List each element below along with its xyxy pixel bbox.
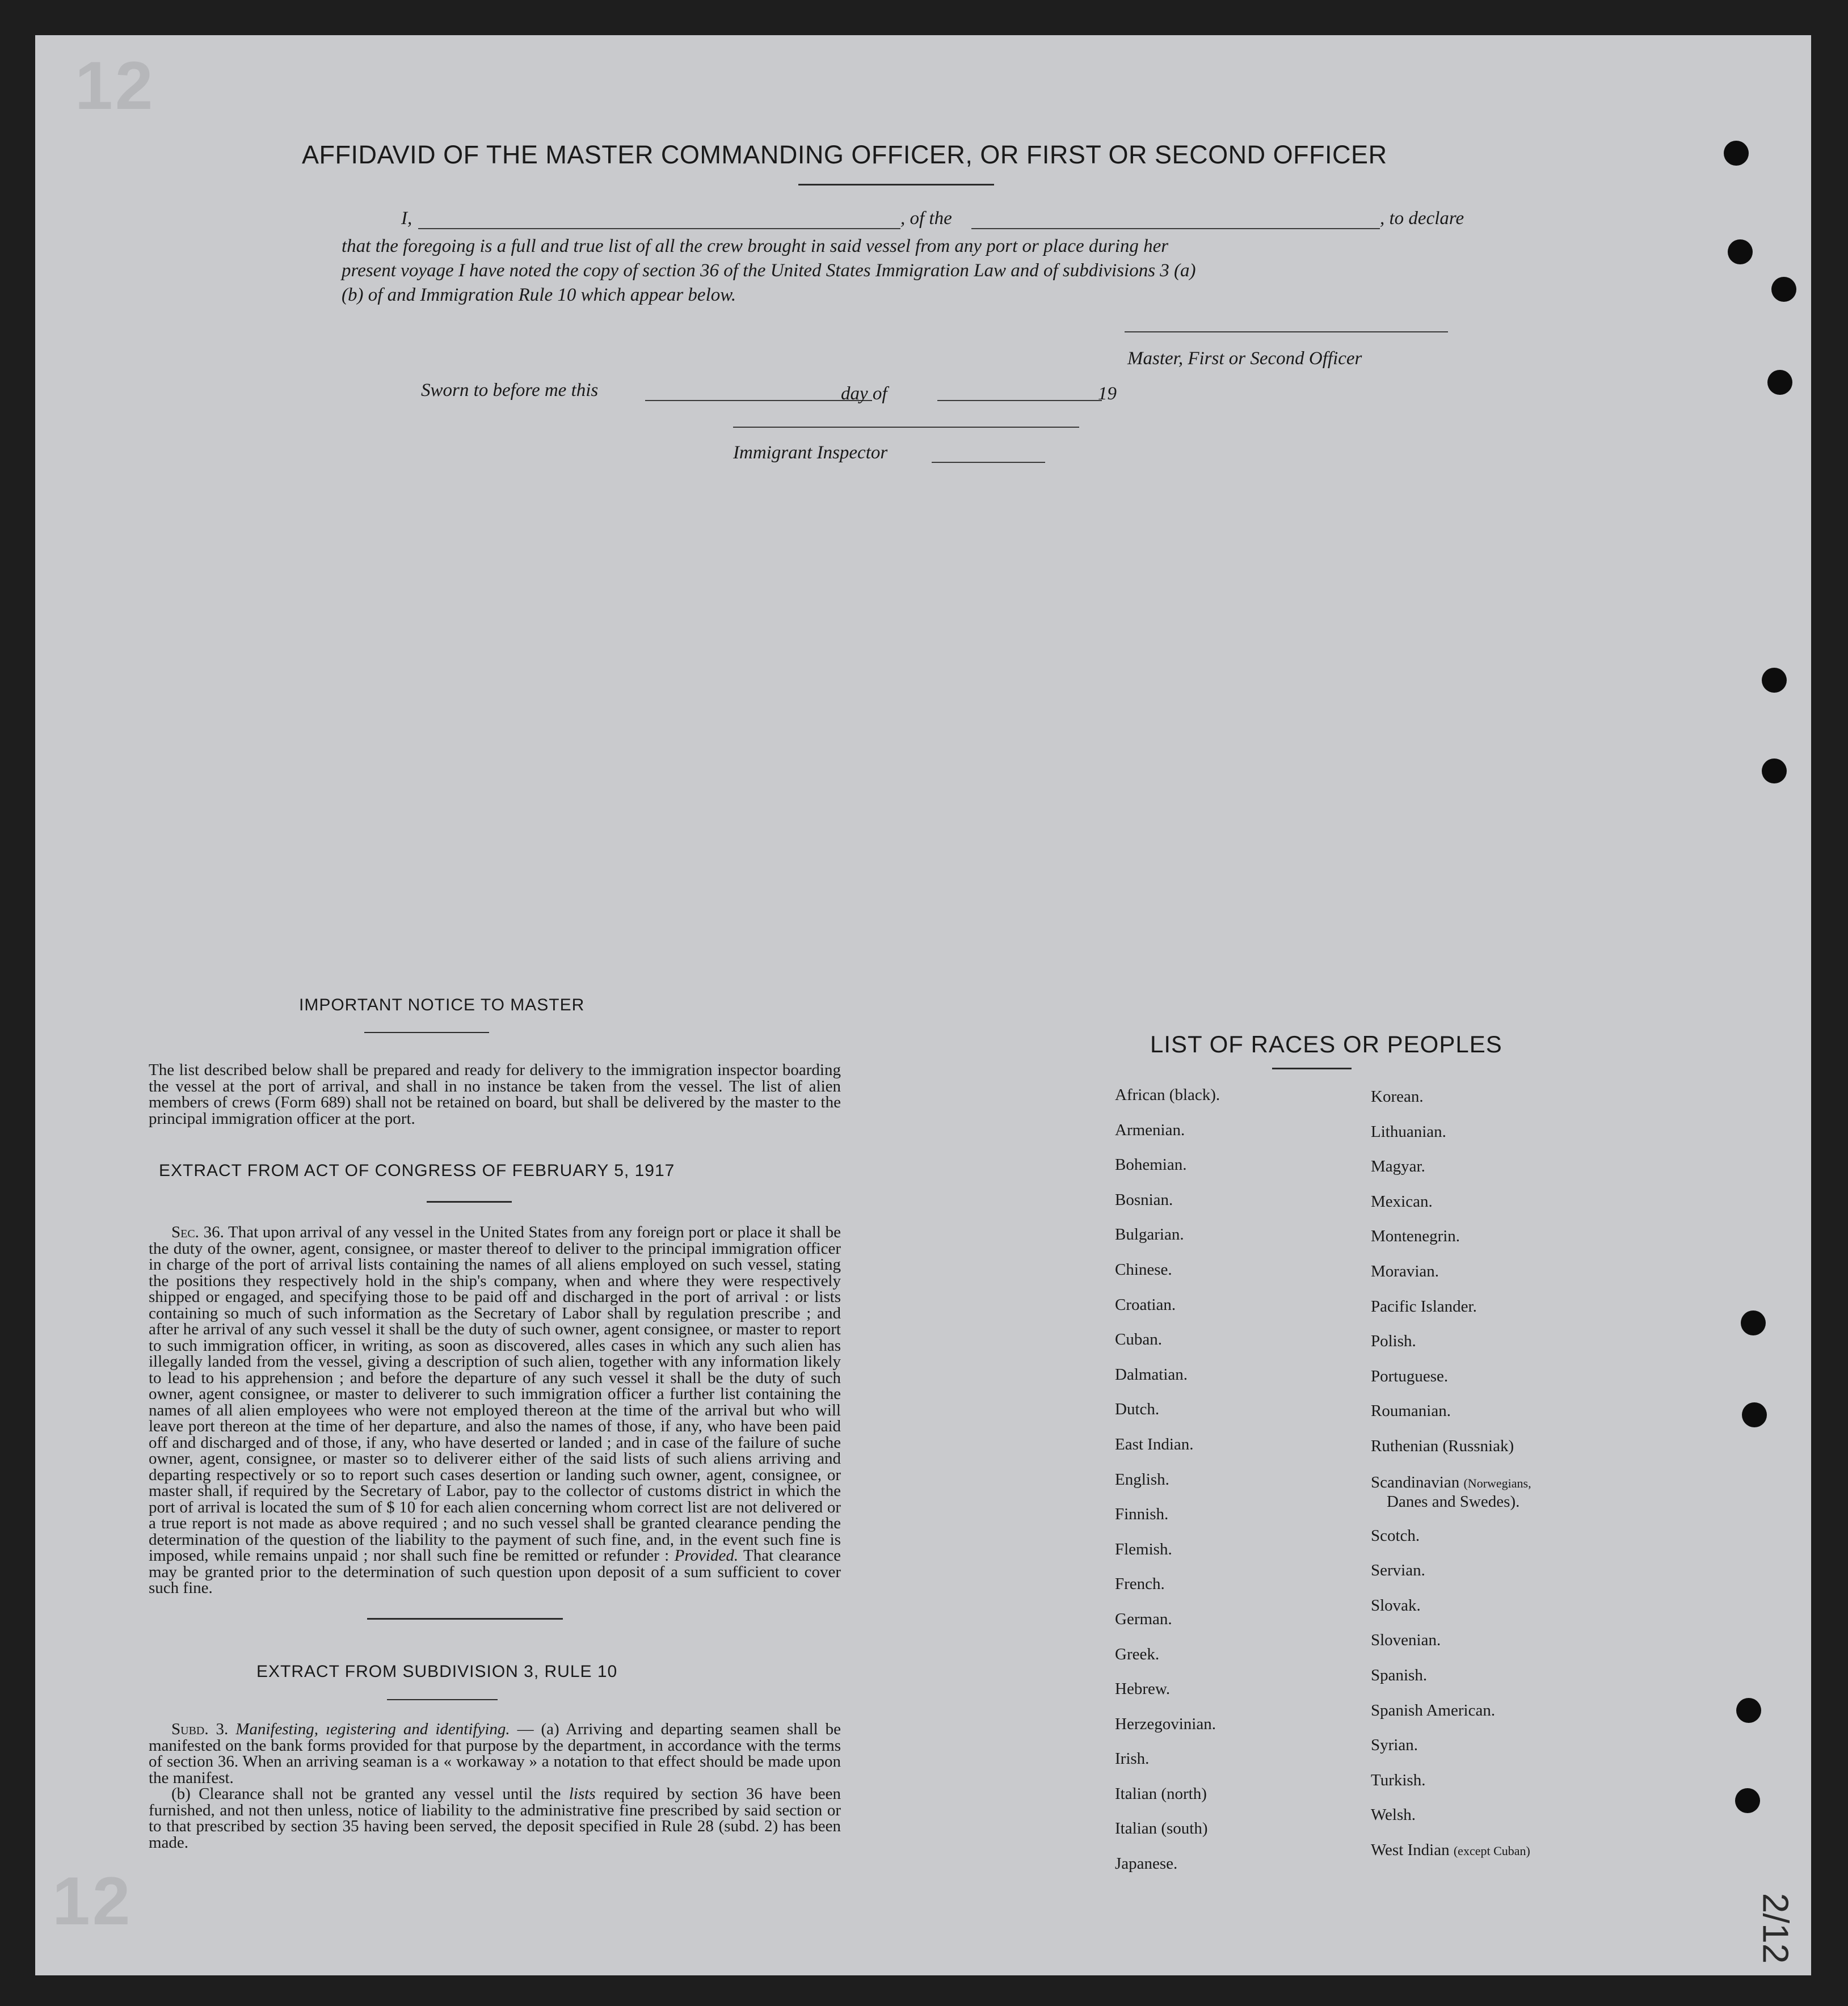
races-underline xyxy=(1272,1068,1352,1069)
notice-text: The list described below shall be prepared and ready for delivery to the immigration inspector boarding the vessel at the port of arrival, and shall in no instance be taken from the vessel. The list of alien members of crews (Form 689) shall not be retained on board, but shall be delivered by the master to the principal immigration officer at the port. xyxy=(149,1061,841,1128)
race-item: Italian (north) xyxy=(1115,1784,1207,1803)
race-west-indian-note: (except Cuban) xyxy=(1453,1843,1530,1858)
rule-underline xyxy=(387,1699,498,1700)
sworn-text: Sworn to before me this xyxy=(421,380,599,401)
notice-underline xyxy=(364,1032,489,1033)
race-item: Scotch. xyxy=(1371,1526,1420,1545)
punch-hole xyxy=(1728,239,1753,264)
race-item: Cuban. xyxy=(1115,1330,1162,1349)
punch-hole xyxy=(1736,1698,1761,1723)
race-item-scandinavian xyxy=(1371,1472,1531,1527)
act-underline xyxy=(427,1201,512,1203)
race-item: Bosnian. xyxy=(1115,1190,1173,1209)
race-item: German. xyxy=(1115,1609,1172,1628)
rule-text-b: (b) Clearance shall not be granted any vessel until the xyxy=(171,1785,561,1803)
race-item: East Indian. xyxy=(1115,1435,1194,1453)
sworn-day-of: day of xyxy=(841,384,887,404)
race-item: Flemish. xyxy=(1115,1540,1172,1558)
act-provided: Provided. xyxy=(674,1546,739,1565)
race-scandinavian-line2: Danes and Swedes). xyxy=(1387,1492,1520,1511)
punch-hole xyxy=(1762,758,1787,783)
race-item: Roumanian. xyxy=(1371,1402,1451,1421)
race-item: Irish. xyxy=(1115,1750,1150,1768)
race-item: Bohemian. xyxy=(1115,1156,1187,1174)
race-item: Dutch. xyxy=(1115,1400,1160,1419)
race-item: Magyar. xyxy=(1371,1157,1425,1176)
sworn-year: 19 xyxy=(1098,384,1117,404)
race-item: Lithuanian. xyxy=(1371,1122,1446,1141)
title-underline xyxy=(798,184,994,186)
race-item: French. xyxy=(1115,1575,1165,1594)
rule-text-a: — (a) Arriving and departing seamen shall be manifested on the bank forms provided for that purpose by the department, in accordance with the terms of section 36. When an arriving seaman is a « workaway » a notation to that effect should be made upon the manifest. xyxy=(149,1720,841,1787)
race-item: Slovak. xyxy=(1371,1596,1421,1615)
race-item: Slovenian. xyxy=(1371,1631,1441,1650)
race-item: Greek. xyxy=(1115,1645,1160,1663)
act-heading: EXTRACT FROM ACT OF CONGRESS OF FEBRUARY 5, 1917 xyxy=(159,1161,675,1180)
race-item: Croatian. xyxy=(1115,1295,1176,1314)
handwritten-note: 2/12 xyxy=(1755,1893,1796,1964)
race-item: Bulgarian. xyxy=(1115,1225,1184,1244)
rule-text-b-end: required by section 36 have been furnished, and not then unless, notice of liability to the administrative fine prescribed by said section or to that prescribed by section 35 having been served, the deposit specified in Rule 28 (subd. 2) has been made. xyxy=(149,1785,841,1852)
race-item: Armenian. xyxy=(1115,1120,1185,1139)
race-item-west-indian xyxy=(1371,1841,1531,1876)
races-heading: LIST OF RACES OR PEOPLES xyxy=(1150,1031,1502,1057)
race-item: Hebrew. xyxy=(1115,1680,1171,1699)
race-scandinavian-note: (Norwegians, xyxy=(1463,1476,1531,1490)
signature-blank xyxy=(1125,331,1448,332)
rule-lists: lists xyxy=(569,1785,596,1803)
race-item: African (black). xyxy=(1115,1086,1220,1104)
race-item: Servian. xyxy=(1371,1561,1425,1580)
races-left-column xyxy=(1115,1086,1220,1890)
punch-hole xyxy=(1762,668,1787,693)
inspector-blank xyxy=(932,462,1045,463)
race-item: Herzegovinian. xyxy=(1115,1714,1216,1733)
race-item: Spanish American. xyxy=(1371,1701,1496,1720)
race-item: Portuguese. xyxy=(1371,1367,1449,1385)
rule-subd-title: Manifesting, ıegistering and identifying. xyxy=(235,1720,510,1738)
act-section-label: Sec. 36. xyxy=(171,1223,224,1241)
affidavit-I: I, xyxy=(401,208,412,229)
race-item: Mexican. xyxy=(1371,1192,1433,1211)
race-item: Syrian. xyxy=(1371,1736,1418,1755)
punch-hole xyxy=(1771,277,1796,302)
race-west-indian: West Indian xyxy=(1371,1840,1450,1859)
signature-label: Master, First or Second Officer xyxy=(1127,348,1362,369)
punch-hole xyxy=(1724,141,1749,166)
sworn-month-blank xyxy=(937,400,1102,401)
act-text xyxy=(149,1224,841,1596)
punch-hole xyxy=(1767,370,1792,395)
form-page xyxy=(35,35,1811,1975)
race-item: Japanese. xyxy=(1115,1855,1178,1873)
races-right-column xyxy=(1371,1088,1531,1876)
notice-heading: IMPORTANT NOTICE TO MASTER xyxy=(299,996,585,1014)
rule-heading: EXTRACT FROM SUBDIVISION 3, RULE 10 xyxy=(256,1662,618,1681)
inspector-blank-line xyxy=(733,427,1079,428)
affidavit-line-3: present voyage I have noted the copy of section 36 of the United States Immigration Law and of subdivisions 3 (a) xyxy=(342,260,1196,281)
race-scandinavian: Scandinavian xyxy=(1371,1473,1460,1491)
rule-subd-label: Subd. 3. xyxy=(171,1720,229,1738)
race-item: English. xyxy=(1115,1470,1169,1489)
race-item: Montenegrin. xyxy=(1371,1227,1460,1246)
inspector-label: Immigrant Inspector xyxy=(733,442,888,463)
race-item: Pacific Islander. xyxy=(1371,1297,1477,1316)
name-blank xyxy=(418,228,900,229)
race-item: Dalmatian. xyxy=(1115,1365,1188,1384)
rule-text xyxy=(149,1721,841,1851)
affidavit-title: AFFIDAVID OF THE MASTER COMMANDING OFFICER, OR FIRST OR SECOND OFFICER xyxy=(302,140,1387,169)
race-item: Moravian. xyxy=(1371,1262,1439,1280)
race-item: Finnish. xyxy=(1115,1505,1169,1524)
race-item: Welsh. xyxy=(1371,1806,1416,1824)
race-item: Korean. xyxy=(1371,1088,1424,1106)
race-item: Ruthenian (Russniak) xyxy=(1371,1436,1514,1455)
sworn-day-blank xyxy=(645,400,872,401)
vessel-blank xyxy=(971,228,1380,229)
punch-hole xyxy=(1741,1310,1766,1335)
affidavit-line-2: that the foregoing is a full and true list of all the crew brought in said vessel from any port or place during her xyxy=(342,236,1169,256)
page-number-bottom: 12 xyxy=(52,1863,133,1939)
race-item: Polish. xyxy=(1371,1332,1416,1351)
race-item: Turkish. xyxy=(1371,1771,1426,1789)
affidavit-line-4: (b) of and Immigration Rule 10 which appear below. xyxy=(342,285,736,305)
act-separator xyxy=(367,1618,563,1620)
race-item: Italian (south) xyxy=(1115,1819,1208,1838)
act-body-end: That clearance may be granted prior to the determination of such question upon deposit of a sum sufficient to cover such fine. xyxy=(149,1546,841,1597)
act-body: That upon arrival of any vessel in the United States from any foreign port or place it shall be the duty of the owner, agent, consignee, or master thereof to deliver to the principal immigration officer in charge of the port of arrival lists containing the names of all aliens employed on such vessel, stating the positions they respectively hold in the ship's company, when and where they were respectively shipped or engaged, and specifying those to be paid off and discharged in the port of arrival : or lists containing so much of such information as the Secretary of Labor shall by regulation prescribe ; and after he arrival of any such vessel it shall be the duty of such owner, agent consignee, or master to report to such immigration officer, in writing, as soon as discovered, alles cases in which any such alien has illegally landed from the vessel, giving a description of such alien, together with any information likely to lead to his apprehension ; and before the departure of any such vessel it shall be the duty of such owner, agent consignee, or master to deliverer to such immigration officer a further list containing the names of all alien employees who were not employed thereon at the time of the arrival but who will leave port thereon at the time of her departure, and also the names of those, if any, who have been paid off and discharged and of those, if any, who have deserted or landed ; and in case of the failure of suche owner, agent, consignee, or master so to deliverer either of the said lists of such aliens arriving and departing respectively or so to report such cases desertion or landing such owner, agent, consignee, or master shall, if required by the Secretary of Labor, pay to the collector of customs district in which the port of arrival is located the sum of $ 10 for each alien concerning whom correct list are not delivered or a true report is not made as above required ; and no such vessel shall be granted clearance pending the determination of the question of the liability to the payment of such fine, and, in the event such fine is imposed, while remains unpaid ; nor shall such fine be remitted or refunder : xyxy=(149,1223,841,1565)
race-item: Chinese. xyxy=(1115,1260,1172,1279)
punch-hole xyxy=(1735,1788,1760,1813)
race-item: Spanish. xyxy=(1371,1666,1428,1684)
affidavit-to-declare: , to declare xyxy=(1380,208,1464,229)
page-number-top: 12 xyxy=(75,48,155,124)
punch-hole xyxy=(1742,1402,1767,1427)
affidavit-of-the: , of the xyxy=(900,208,952,229)
